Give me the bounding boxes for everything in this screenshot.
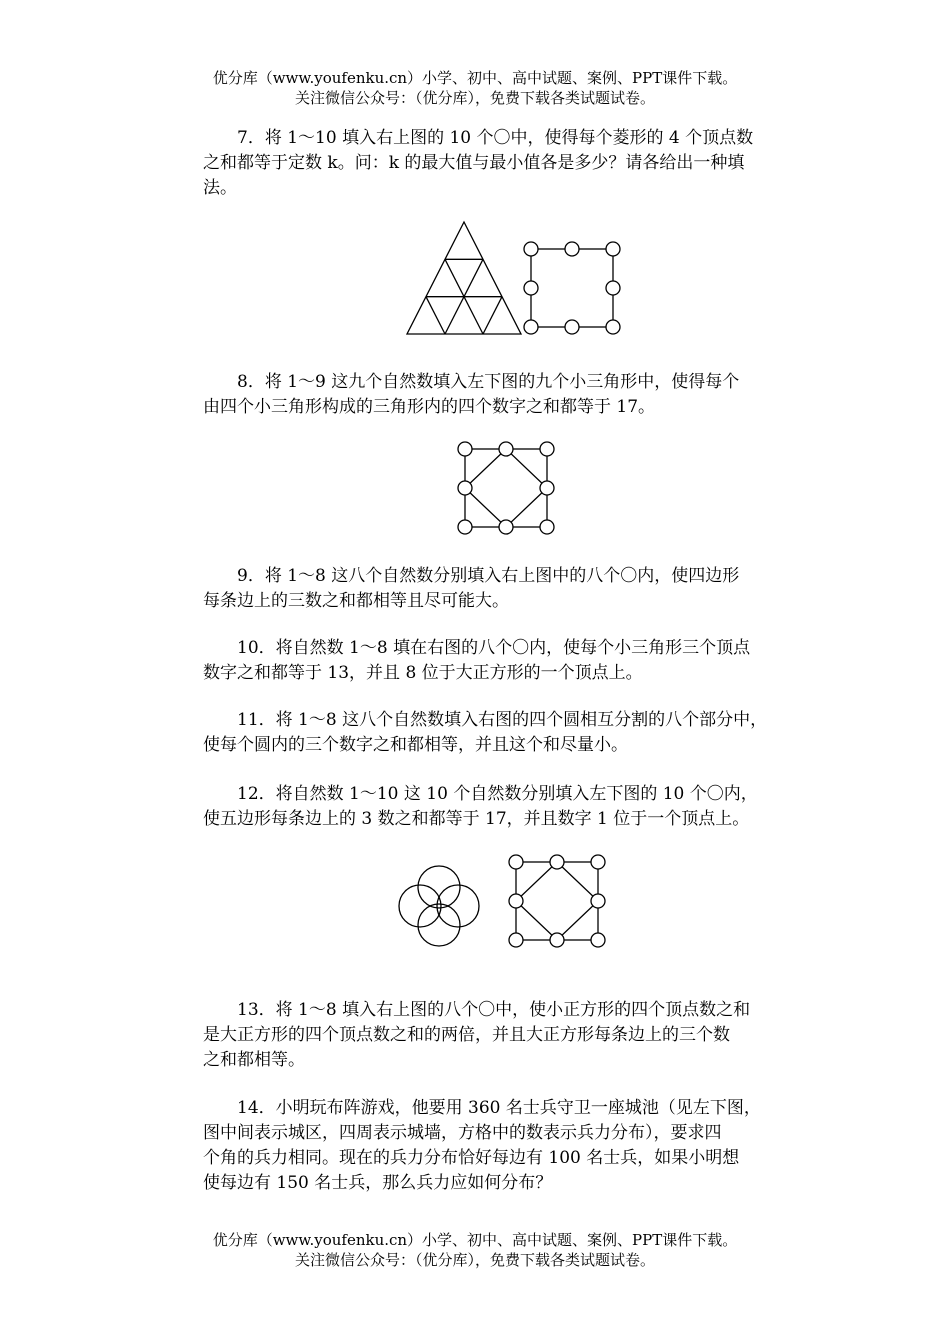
problem-11-line-2: 使每个圆内的三个数字之和都相等，并且这个和尽量小。	[203, 735, 628, 755]
problem-14-line-4: 使每边有 150 名士兵，那么兵力应如何分布？	[203, 1173, 553, 1193]
footer-line-1: 优分库（www.youfenku.cn）小学、初中、高中试题、案例、PPT课件下载。	[212, 1231, 738, 1249]
problem-10-line-1: 10．将自然数 1～8 填在右图的八个〇内，使每个小三角形三个顶点	[237, 638, 751, 658]
problem-12	[203, 782, 823, 832]
footer-line-2: 关注微信公众号：（优分库），免费下载各类试题试卷。	[294, 1251, 655, 1269]
problem-8	[203, 370, 823, 420]
square-eight-circles-figure	[522, 240, 622, 336]
problem-7-line-1: 7．将 1～10 填入右上图的 10 个〇中，使得每个菱形的 4 个顶点数	[237, 128, 754, 148]
four-circles-figure	[398, 864, 480, 948]
problem-12-line-2: 使五边形每条边上的 3 数之和都等于 17，并且数字 1 位于一个顶点上。	[203, 809, 750, 829]
problem-12-line-1: 12．将自然数 1～10 这 10 个自然数分别填入左下图的 10 个〇内，	[237, 784, 758, 804]
triangle-grid-figure	[405, 220, 523, 336]
problem-10	[203, 636, 823, 686]
problem-7	[203, 126, 823, 201]
problem-14-line-2: 图中间表示城区，四周表示城墙，方格中的数表示兵力分布），要求四	[203, 1123, 722, 1143]
problem-13	[203, 998, 823, 1073]
problem-14-line-1: 14．小明玩布阵游戏，他要用 360 名士兵守卫一座城池（见左下图，	[237, 1098, 761, 1118]
page-footer	[0, 1230, 950, 1270]
page-header	[0, 68, 950, 108]
problem-7-line-3: 法。	[203, 178, 237, 198]
header-line-1: 优分库（www.youfenku.cn）小学、初中、高中试题、案例、PPT课件下载。	[212, 69, 738, 87]
problem-9-line-2: 每条边上的三数之和都相等且尽可能大。	[203, 591, 509, 611]
square-diamond-figure-2	[507, 853, 607, 949]
problem-9	[203, 564, 823, 614]
problem-13-line-1: 13．将 1～8 填入右上图的八个〇中，使小正方形的四个顶点数之和	[237, 1000, 751, 1020]
problem-14-line-3: 个角的兵力相同。现在的兵力分布恰好每边有 100 名士兵，如果小明想	[203, 1148, 740, 1168]
problem-8-line-2: 由四个小三角形构成的三角形内的四个数字之和都等于 17。	[203, 397, 656, 417]
problem-10-line-2: 数字之和都等于 13，并且 8 位于大正方形的一个顶点上。	[203, 663, 643, 683]
header-line-2: 关注微信公众号：（优分库），免费下载各类试题试卷。	[294, 89, 655, 107]
problem-7-line-2: 之和都等于定数 k。问：k 的最大值与最小值各是多少？请各给出一种填	[203, 153, 745, 173]
problem-13-line-3: 之和都相等。	[203, 1050, 305, 1070]
problem-14	[203, 1096, 823, 1196]
problem-9-line-1: 9．将 1～8 这八个自然数分别填入右上图中的八个〇内，使四边形	[237, 566, 740, 586]
problem-11-line-1: 11．将 1～8 这八个自然数填入右图的四个圆相互分割的八个部分中，	[237, 710, 768, 730]
square-diamond-figure-1	[456, 440, 556, 536]
problem-11	[203, 708, 823, 758]
problem-13-line-2: 是大正方形的四个顶点数之和的两倍，并且大正方形每条边上的三个数	[203, 1025, 730, 1045]
problem-8-line-1: 8．将 1～9 这九个自然数填入左下图的九个小三角形中，使得每个	[237, 372, 740, 392]
